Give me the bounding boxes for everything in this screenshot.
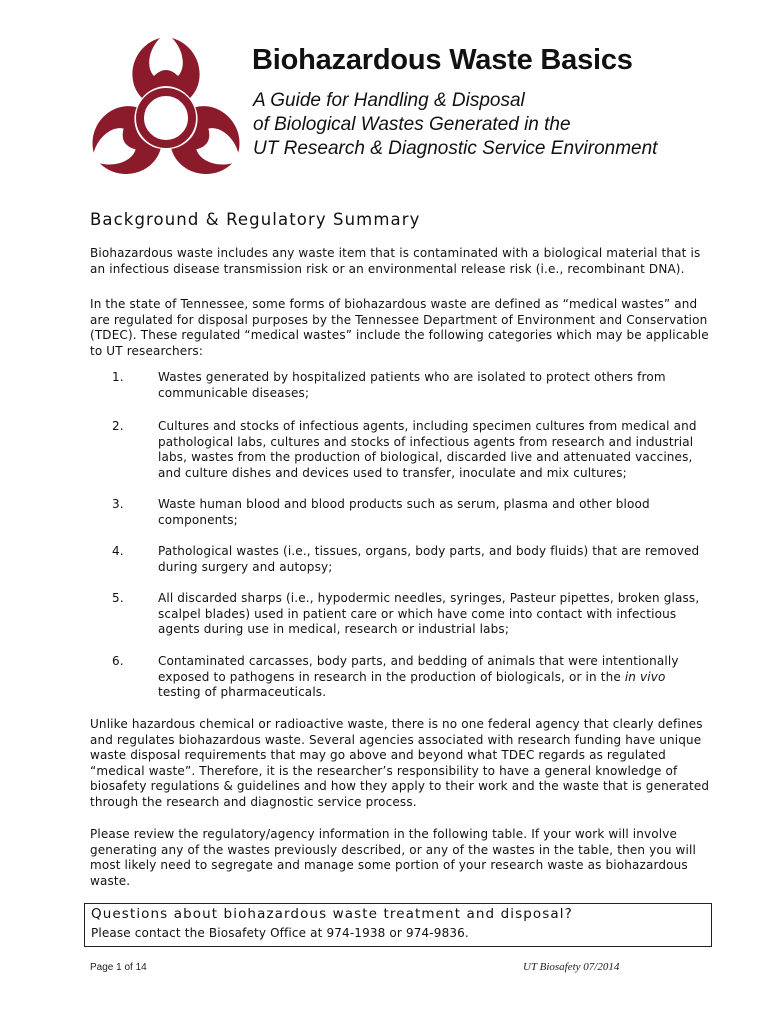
list-text: Cultures and stocks of infectious agents, including specimen cultures from medical and pathological labs, cultures and stocks of infectious agents from research and industrial labs, wastes from the production of biological, discarded live and attenuated vaccines, and culture dishes and devices used to transfer, inoculate and mix cultures; <box>158 419 697 480</box>
list-text-part: Contaminated carcasses, body parts, and bedding of animals that were intentionally exposed to pathogens in research in the production of biologicals, or in the <box>158 654 679 684</box>
paragraph-agencies: Unlike hazardous chemical or radioactive waste, there is no one federal agency that clearly defines and regulates biohazardous waste. Several agencies associated with research funding have unique waste disposal requirements that may go above and beyond what TDEC regards as regulated “medical waste”. Therefore, it is the researcher’s responsibility to have a general knowledge of biosafety regulations & guidelines and how they apply to their work and the waste that is generated through the research and diagnostic service process. <box>90 717 710 809</box>
list-number: 2. <box>112 419 124 433</box>
list-text-italic: in vivo <box>624 669 666 684</box>
list-text-part: testing of pharmaceuticals. <box>158 685 327 699</box>
list-number: 1. <box>112 370 124 384</box>
paragraph-tennessee: In the state of Tennessee, some forms of biohazardous waste are defined as “medical wastes” and are regulated for disposal purposes by the Tennessee Department of Environment and Conservation (TDEC). These regulated “medical wastes” include the following categories which may be applicable to UT researchers: <box>90 297 709 358</box>
list-text: Waste human blood and blood products such as serum, plasma and other blood components; <box>158 497 650 527</box>
biohazard-symbol-icon <box>86 32 246 180</box>
section-heading: Background & Regulatory Summary <box>90 210 421 229</box>
list-text: Pathological wastes (i.e., tissues, organs, body parts, and body fluids) that are removed during surgery and autopsy; <box>158 544 700 574</box>
list-text: All discarded sharps (i.e., hypodermic needles, syringes, Pasteur pipettes, broken glass, scalpel blades) used in patient care or which have come into contact with infectious agents during use in medical, research or industrial labs; <box>158 591 700 636</box>
list-text: Wastes generated by hospitalized patients who are isolated to protect others from communicable diseases; <box>158 370 666 400</box>
list-number: 4. <box>112 544 124 558</box>
document-title: Biohazardous Waste Basics <box>252 44 633 76</box>
contact-box-heading: Questions about biohazardous waste treatment and disposal? <box>91 906 573 922</box>
list-text <box>158 654 710 701</box>
contact-box <box>84 903 712 947</box>
document-subtitle <box>253 89 657 161</box>
paragraph-review: Please review the regulatory/agency information in the following table. If your work will involve generating any of the wastes previously described, or any of the wastes in the table, then you will most likely need to segregate and manage some portion of your research waste as biohazardous waste. <box>90 827 696 888</box>
paragraph-intro: Biohazardous waste includes any waste item that is contaminated with a biological material that is an infectious disease transmission risk or an environmental release risk (i.e., recombinant DNA). <box>90 246 701 276</box>
subtitle-line: UT Research & Diagnostic Service Environment <box>253 138 658 159</box>
biohazard-logo <box>86 32 246 180</box>
footer-credit: UT Biosafety 07/2014 <box>523 961 620 973</box>
list-number: 5. <box>112 591 124 605</box>
list-number: 6. <box>112 654 124 668</box>
subtitle-line: A Guide for Handling & Disposal <box>253 90 525 111</box>
list-number: 3. <box>112 497 124 511</box>
subtitle-line: of Biological Wastes Generated in the <box>253 114 571 135</box>
contact-box-text: Please contact the Biosafety Office at 974-1938 or 974-9836. <box>91 926 469 940</box>
page-number: Page 1 of 14 <box>90 962 147 973</box>
